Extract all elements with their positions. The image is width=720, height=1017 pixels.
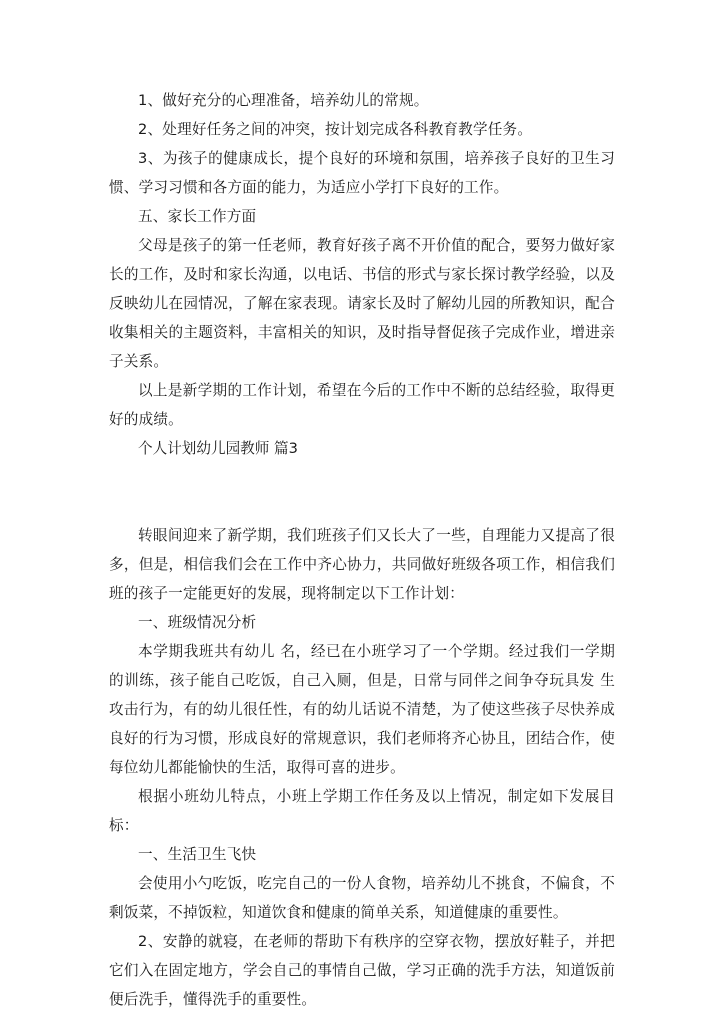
list-item-3: 3、为孩子的健康成长，提个良好的环境和氛围，培养孩子良好的卫生习惯、学习习惯和各方面的能力，为适应小学打下良好的工作。 [109,150,615,196]
paragraph-eating: 会使用小勺吃饭，吃完自己的一份人食物，培养幼儿不挑食，不偏食，不剩饭菜，不掉饭粒，知道饮食和健康的简单关系，知道健康的重要性。 [109,875,615,921]
paragraph-goals-intro: 根据小班幼儿特点，小班上学期工作任务及以上情况，制定如下发展目标： [109,788,615,834]
list-item-1: 1、做好充分的心理准备，培养幼儿的常规。 [138,92,429,109]
paragraph-parents-work: 父母是孩子的第一任老师，教育好孩子离不开价值的配合，要努力做好家长的工作，及时和家长沟通，以电话、书信的形式与家长探讨教学经验，以及反映幼儿在园情况，了解在家表现。请家长及时了解幼儿园的所教知识，配合收集相关的主题资料，丰富相关的知识，及时指导督促孩子完成作业，增进亲子关系。 [109,237,615,370]
list-item-2: 2、处理好任务之间的冲突，按计划完成各科教育教学任务。 [138,121,533,138]
document-body [109,86,615,1014]
paragraph-intro: 转眼间迎来了新学期，我们班孩子们又长大了一些，自理能力又提高了很多，但是，相信我们会在工作中齐心协力，共同做好班级各项工作，相信我们班的孩子一定能更好的发展，现将制定以下工作计划： [109,527,615,602]
list-item-sleeping: 2、安静的就寝，在老师的帮助下有秩序的空穿衣物，摆放好鞋子，并把它们入在固定地方，学会自己的事情自己做，学习正确的洗手方法，知道饭前便后洗手，懂得洗手的重要性。 [109,933,615,1008]
article-title: 个人计划幼儿园教师 篇3 [138,440,298,457]
section-heading-class-analysis: 一、班级情况分析 [138,614,257,631]
section-heading-parents: 五、家长工作方面 [138,208,257,225]
paragraph-class-analysis: 本学期我班共有幼儿 名，经已在小班学习了一个学期。经过我们一学期的训练，孩子能自己吃饭，自己入厕，但是，日常与同伴之间争夺玩具发 生攻击行为，有的幼儿很任性，有的幼儿话说不清楚，为了使这些孩子尽快养成良好的行为习惯，形成良好的常规意识，我们老师将齐心协且，团结合作，使每位幼儿都能愉快的生活，取得可喜的进步。 [109,643,615,776]
spacer [109,463,615,521]
paragraph-conclusion: 以上是新学期的工作计划，希望在今后的工作中不断的总结经验，取得更好的成绩。 [109,382,615,428]
section-heading-hygiene: 一、生活卫生飞快 [138,846,257,863]
